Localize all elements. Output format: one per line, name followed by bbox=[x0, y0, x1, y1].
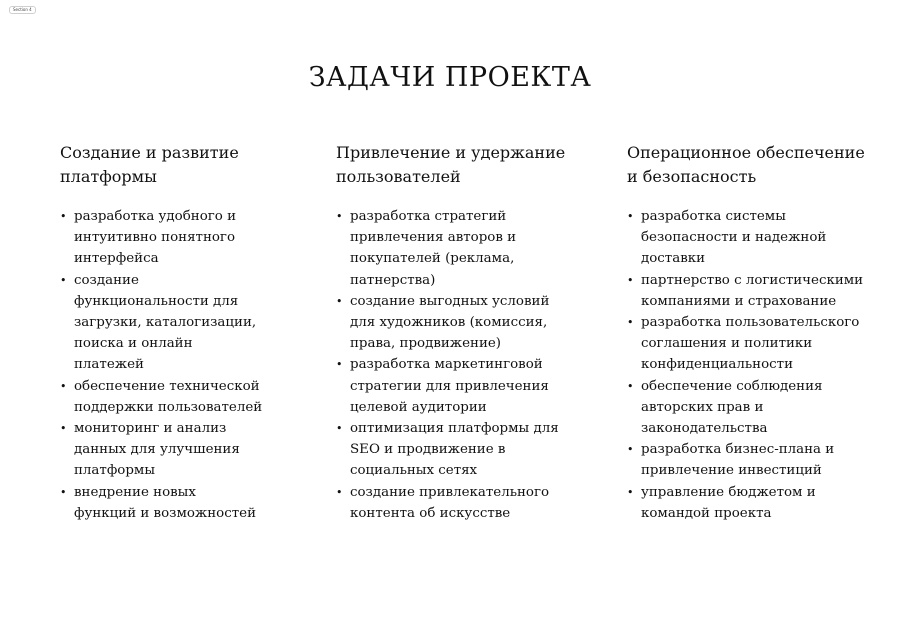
bullet-icon: • bbox=[336, 485, 343, 499]
list-item bbox=[60, 418, 300, 482]
column-heading-line: и безопасность bbox=[627, 167, 757, 186]
column-operations bbox=[627, 141, 877, 524]
bullet-icon: • bbox=[336, 294, 343, 308]
bullet-icon: • bbox=[627, 273, 634, 287]
list-item bbox=[627, 376, 877, 440]
list-item-line: соглашения и политики bbox=[641, 336, 813, 352]
list-item bbox=[336, 482, 572, 524]
list-item-line: мониторинг и анализ bbox=[74, 421, 227, 437]
list-item-line: авторских прав и bbox=[641, 399, 764, 415]
list-item bbox=[627, 482, 877, 524]
list-item bbox=[627, 312, 877, 376]
list-item-line: компаниями и страхование bbox=[641, 293, 837, 309]
list-item-line: интуитивно понятного bbox=[74, 230, 236, 246]
list-item-line: привлечения авторов и bbox=[350, 230, 517, 246]
bullet-icon: • bbox=[336, 358, 343, 372]
list-item-line: поиска и онлайн bbox=[74, 336, 193, 352]
bullet-icon: • bbox=[627, 316, 634, 330]
list-item bbox=[627, 206, 877, 270]
bullet-icon: • bbox=[60, 485, 67, 499]
list-item-line: данных для улучшения bbox=[74, 442, 240, 458]
bullet-icon: • bbox=[336, 422, 343, 436]
list-item-line: создание выгодных условий bbox=[350, 293, 550, 309]
list-item-line: интерфейса bbox=[74, 251, 159, 267]
list-item-line: разработка бизнес-плана и bbox=[641, 442, 835, 458]
list-item-line: разработка пользовательского bbox=[641, 315, 860, 331]
list-item-line: партнерство с логистическими bbox=[641, 272, 864, 288]
list-item-line: конфиденциальности bbox=[641, 357, 793, 373]
list-item-line: стратегии для привлечения bbox=[350, 378, 549, 394]
list-item-line: создание bbox=[74, 272, 139, 288]
bullet-icon: • bbox=[627, 485, 634, 499]
list-item bbox=[336, 418, 572, 482]
list-item-line: покупателей (реклама, bbox=[350, 251, 515, 267]
list-item-line: разработка стратегий bbox=[350, 209, 507, 224]
list-item-line: внедрение новых bbox=[74, 484, 196, 500]
bullet-icon: • bbox=[60, 210, 67, 223]
column-heading-line: платформы bbox=[60, 167, 157, 186]
bullet-icon: • bbox=[60, 273, 67, 287]
list-item-line: целевой аудитории bbox=[350, 399, 487, 415]
section-tag: Section 4 bbox=[9, 6, 36, 14]
list-item-line: обеспечение технической bbox=[74, 378, 260, 394]
list-item-line: права, продвижение) bbox=[350, 336, 502, 352]
list-item-line: платежей bbox=[74, 357, 144, 373]
bullet-icon: • bbox=[627, 379, 634, 393]
list-item-line: SEO и продвижение в bbox=[350, 442, 506, 458]
column-heading bbox=[336, 141, 572, 189]
column-users bbox=[336, 141, 572, 524]
column-platform bbox=[60, 141, 300, 524]
list-item-line: обеспечение соблюдения bbox=[641, 378, 823, 394]
list-item bbox=[60, 482, 300, 524]
list-item-line: разработка удобного и bbox=[74, 209, 237, 224]
column-heading-line: пользователей bbox=[336, 167, 461, 186]
list-item-line: безопасности и надежной bbox=[641, 230, 827, 246]
list-item bbox=[627, 270, 877, 312]
list-item-line: загрузки, каталогизации, bbox=[74, 315, 257, 331]
list-item-line: оптимизация платформы для bbox=[350, 421, 559, 437]
column-heading-line: Операционное обеспечение bbox=[627, 143, 865, 162]
list-item-line: поддержки пользователей bbox=[74, 399, 263, 415]
list-item-line: разработка системы bbox=[641, 209, 786, 224]
page-title: ЗАДАЧИ ПРОЕКТА bbox=[308, 62, 592, 93]
list-item bbox=[60, 206, 300, 270]
list-item bbox=[60, 270, 300, 376]
list-item-line: функций и возможностей bbox=[74, 505, 256, 521]
list-item bbox=[60, 376, 300, 418]
list-item-line: законодательства bbox=[641, 421, 768, 437]
list-item bbox=[336, 206, 572, 291]
bullet-icon: • bbox=[336, 210, 343, 223]
list-item-line: контента об искусстве bbox=[350, 505, 511, 521]
column-heading-line: Привлечение и удержание bbox=[336, 143, 566, 162]
list-item bbox=[336, 291, 572, 355]
bullet-icon: • bbox=[60, 379, 67, 393]
list-item bbox=[336, 354, 572, 418]
list-item-line: платформы bbox=[74, 463, 156, 479]
list-item-line: разработка маркетинговой bbox=[350, 357, 543, 373]
bullet-list bbox=[60, 206, 300, 524]
list-item bbox=[627, 439, 877, 481]
bullet-icon: • bbox=[60, 422, 67, 436]
list-item-line: для художников (комиссия, bbox=[350, 315, 548, 331]
column-heading bbox=[627, 141, 877, 189]
list-item-line: патнерства) bbox=[350, 272, 436, 288]
column-heading bbox=[60, 141, 300, 189]
bullet-icon: • bbox=[627, 210, 634, 223]
bullet-list bbox=[336, 206, 572, 524]
list-item-line: создание привлекательного bbox=[350, 484, 550, 500]
bullet-icon: • bbox=[627, 443, 634, 457]
list-item-line: функциональности для bbox=[74, 293, 239, 309]
list-item-line: доставки bbox=[641, 251, 706, 267]
column-heading-line: Создание и развитие bbox=[60, 143, 239, 162]
bullet-list bbox=[627, 206, 877, 524]
list-item-line: привлечение инвестиций bbox=[641, 463, 822, 479]
list-item-line: управление бюджетом и bbox=[641, 484, 816, 500]
list-item-line: командой проекта bbox=[641, 505, 772, 521]
list-item-line: социальных сетях bbox=[350, 463, 478, 479]
